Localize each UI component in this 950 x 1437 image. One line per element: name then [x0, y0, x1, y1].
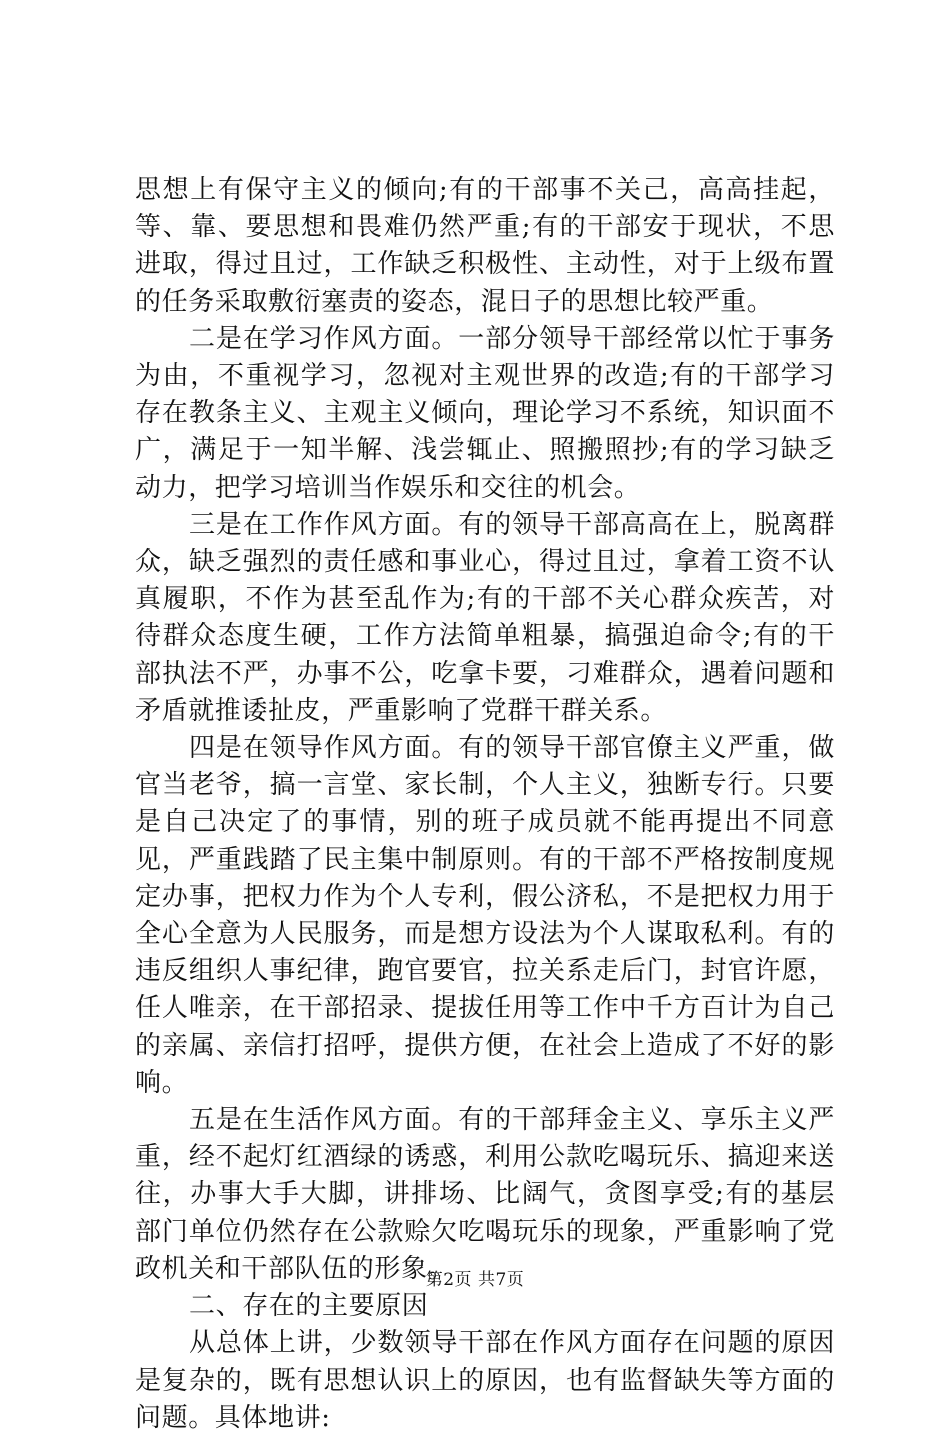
paragraph-study-style: 二是在学习作风方面。一部分领导干部经常以忙于事务为由，不重视学习，忽视对主观世界的改造;有的干部学习存在教条主义、主观主义倾向，理论学习不系统，知识面不广，满足于一知半解、浅尝辄止、照搬照抄;有的学习缺乏动力，把学习培训当作娱乐和交往的机会。 — [135, 323, 835, 503]
paragraph-life-style: 五是在生活作风方面。有的干部拜金主义、享乐主义严重，经不起灯红酒绿的诱惑，利用公款吃喝玩乐、搞迎来送往，办事大手大脚，讲排场、比阔气，贪图享受;有的基层部门单位仍然存在公款赊欠吃喝玩乐的现象，严重影响了党政机关和干部队伍的形象。 — [135, 1105, 835, 1284]
paragraph-causes-overview: 从总体上讲，少数领导干部在作风方面存在问题的原因是复杂的，既有思想认识上的原因，也有监督缺失等方面的问题。具体地讲: — [135, 1328, 835, 1433]
section-heading-causes: 二、存在的主要原因 — [189, 1291, 429, 1322]
paragraph-leadership-style: 四是在领导作风方面。有的领导干部官僚主义严重，做官当老爷，搞一言堂、家长制，个人主义，独断专行。只要是自己决定了的事情，别的班子成员就不能再提出不同意见，严重践踏了民主集中制原则。有的干部不严格按制度规定办事，把权力作为个人专利，假公济私，不是把权力用于全心全意为人民服务，而是想方设法为个人谋取私利。有的违反组织人事纪律，跑官要官，拉关系走后门，封官许愿，任人唯亲，在干部招录、提拔任用等工作中千方百计为自己的亲属、亲信打招呼，提供方便，在社会上造成了不好的影响。 — [135, 733, 835, 1098]
paragraph-work-style: 三是在工作作风方面。有的领导干部高高在上，脱离群众，缺乏强烈的责任感和事业心，得过且过，拿着工资不认真履职，不作为甚至乱作为;有的干部不关心群众疾苦，对待群众态度生硬，工作方法简单粗暴，搞强迫命令;有的干部执法不严，办事不公，吃拿卡要，刁难群众，遇着问题和矛盾就推诿扯皮，严重影响了党群干群关系。 — [135, 509, 835, 726]
page-number-footer: 第2页 共7页 — [425, 1270, 525, 1290]
paragraph-continuation: 思想上有保守主义的倾向;有的干部事不关己，高高挂起，等、靠、要思想和畏难仍然严重;有的干部安于现状，不思进取，得过且过，工作缺乏积极性、主动性，对于上级布置的任务采取敷衍塞责的姿态，混日子的思想比较严重。 — [135, 175, 835, 317]
document-body — [135, 172, 835, 1437]
